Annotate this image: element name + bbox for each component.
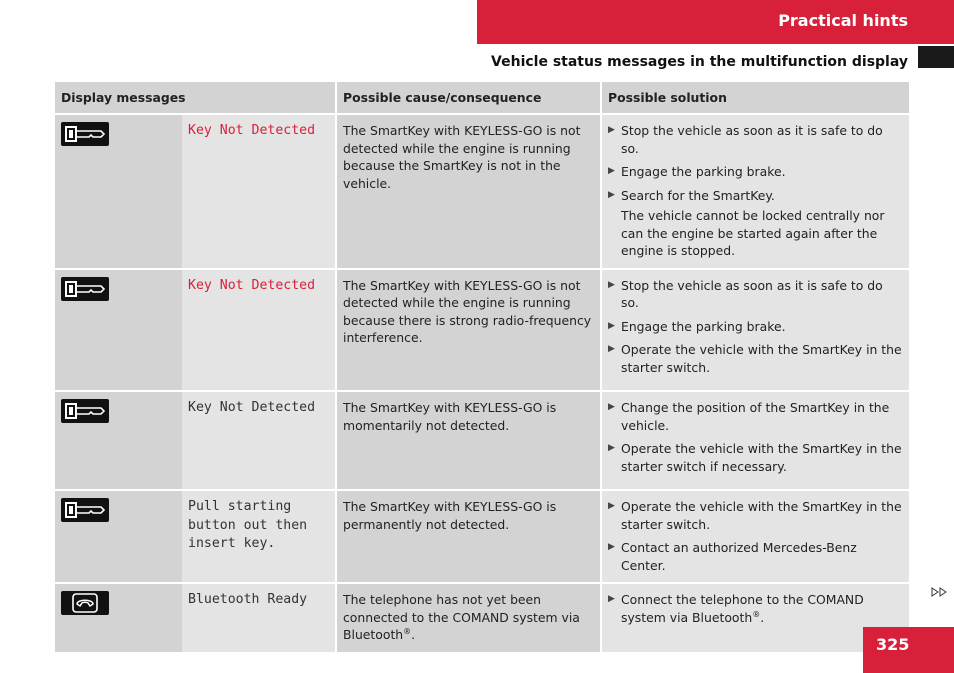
display-message: Pull starting button out then insert key. xyxy=(188,499,308,551)
display-message-cell xyxy=(182,583,336,653)
solution-note: The vehicle cannot be locked centrally nor can the engine be started again after the engine is stopped. xyxy=(621,208,885,258)
solution-cell xyxy=(601,391,909,490)
smartkey-icon xyxy=(61,399,109,423)
bullet-triangle-icon: ▶ xyxy=(608,594,615,604)
display-message: Key Not Detected xyxy=(188,277,316,293)
bullet-triangle-icon: ▶ xyxy=(608,443,615,453)
solution-item: ▶ Operate the vehicle with the SmartKey in the starter switch if necessary. xyxy=(608,441,902,474)
display-message-cell xyxy=(182,490,336,583)
cause-cell: The SmartKey with KEYLESS-GO is not detected while the engine is running because the SmartKey is not in the vehicle. xyxy=(336,114,601,269)
cause-cell: The SmartKey with KEYLESS-GO is not detected while the engine is running because there is strong radio-frequency interference. xyxy=(336,269,601,392)
bullet-triangle-icon: ▶ xyxy=(608,501,615,511)
messages-table xyxy=(55,82,909,654)
column-header-solution: Possible solution xyxy=(601,82,909,114)
cause-cell: The SmartKey with KEYLESS-GO is permanently not detected. xyxy=(336,490,601,583)
continue-arrows-icon xyxy=(931,584,949,602)
solution-item: ▶ Stop the vehicle as soon as it is safe to do so. xyxy=(608,277,883,310)
cause-cell: The SmartKey with KEYLESS-GO is momentarily not detected. xyxy=(336,391,601,490)
solution-item: ▶ Change the position of the SmartKey in the vehicle. xyxy=(608,400,890,433)
icon-cell xyxy=(55,269,182,392)
display-message: Key Not Detected xyxy=(188,123,316,138)
bullet-triangle-icon: ▶ xyxy=(608,344,615,354)
display-message-cell xyxy=(182,391,336,490)
column-header-cause: Possible cause/consequence xyxy=(336,82,601,114)
solution-item: ▶ Connect the telephone to the COMAND system via Bluetooth®. xyxy=(608,592,864,625)
column-header-display: Display messages xyxy=(55,82,336,114)
bullet-triangle-icon: ▶ xyxy=(608,402,615,412)
bullet-triangle-icon: ▶ xyxy=(608,166,615,176)
bullet-triangle-icon: ▶ xyxy=(608,542,615,552)
table-row xyxy=(55,114,909,269)
header-bar xyxy=(477,0,954,44)
bullet-triangle-icon: ▶ xyxy=(608,279,615,290)
table-row xyxy=(55,583,909,653)
display-message-cell xyxy=(182,269,336,392)
display-message: Bluetooth Ready xyxy=(188,592,308,607)
solution-cell xyxy=(601,114,909,269)
table-row xyxy=(55,490,909,583)
telephone-icon xyxy=(61,591,109,615)
solution-item: ▶ Operate the vehicle with the SmartKey in the starter switch. xyxy=(608,342,902,375)
bullet-triangle-icon: ▶ xyxy=(608,125,615,135)
smartkey-icon xyxy=(61,277,109,301)
cause-cell: The telephone has not yet been connected to the COMAND system via Bluetooth®. xyxy=(336,583,601,653)
page-number: 325 xyxy=(876,635,910,654)
side-tab-marker xyxy=(918,46,954,68)
icon-cell xyxy=(55,490,182,583)
table-row xyxy=(55,391,909,490)
section-title: Vehicle status messages in the multifunction display xyxy=(491,54,908,70)
display-message-cell xyxy=(182,114,336,269)
table-header-row xyxy=(55,82,909,114)
display-message: Key Not Detected xyxy=(188,400,316,415)
solution-item: ▶ Stop the vehicle as soon as it is safe to do so. xyxy=(608,123,883,156)
solution-cell xyxy=(601,490,909,583)
solution-cell xyxy=(601,269,909,392)
solution-item: ▶ Engage the parking brake. xyxy=(608,164,786,179)
page-header-title: Practical hints xyxy=(778,11,908,30)
icon-cell xyxy=(55,583,182,653)
solution-item: ▶ Operate the vehicle with the SmartKey in the starter switch. xyxy=(608,499,902,532)
solution-item: ▶ Search for the SmartKey. xyxy=(608,187,775,203)
solution-item: ▶ Contact an authorized Mercedes-Benz Center. xyxy=(608,540,857,573)
page-number-box xyxy=(863,627,954,673)
bullet-triangle-icon: ▶ xyxy=(608,189,615,200)
icon-cell xyxy=(55,391,182,490)
icon-cell xyxy=(55,114,182,269)
smartkey-icon xyxy=(61,498,109,522)
bullet-triangle-icon: ▶ xyxy=(608,320,615,331)
table-row xyxy=(55,269,909,392)
smartkey-icon xyxy=(61,122,109,146)
solution-item: ▶ Engage the parking brake. xyxy=(608,318,786,334)
